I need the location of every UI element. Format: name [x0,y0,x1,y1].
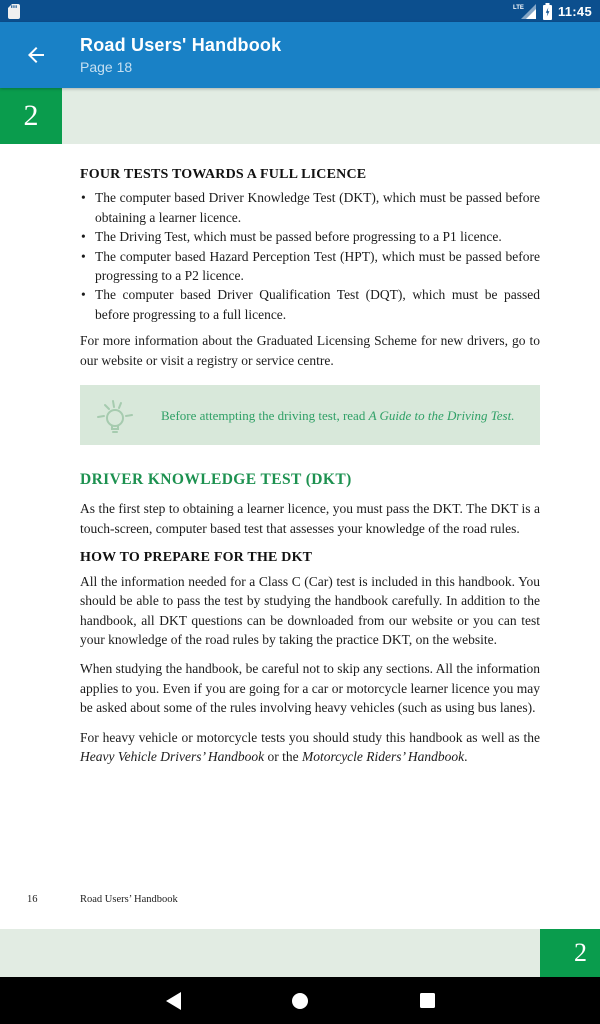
bullet-marker: • [81,190,86,206]
app-bar-titles [80,35,281,75]
list-item-text: The computer based Driver Qualification Test (DQT), which must be passed before progressing to a full licence. [95,287,540,322]
paragraph-prepare-1: All the information needed for a Class C (Car) test is included in this handbook. You should be able to pass the test by studying the handbook carefully. In addition to the handbook, all DKT questions can be downloaded from our website or you can test your knowledge of the road rules by taking the practice DKT, on the website. [80,573,540,647]
list-item-text: The Driving Test, which must be passed before progressing to a P1 licence. [95,229,502,245]
battery-charging-icon [542,3,553,20]
back-button[interactable] [12,31,60,79]
list-item [80,227,540,246]
nav-recents-button[interactable] [419,992,435,1010]
section-heading-dkt: DRIVER KNOWLEDGE TEST (DKT) [80,471,352,489]
page-title: Road Users' Handbook [80,35,282,55]
page-subtitle: Page 18 [80,59,133,75]
paragraph-dkt-intro: As the first step to obtaining a learner licence, you must pass the DKT. The DKT is a touch-screen, computer based test that assesses your knowledge of the road rules. [80,501,540,536]
list-item [80,247,540,286]
app-bar [0,22,600,88]
status-bar [0,0,600,22]
list-item [80,285,540,324]
document-content [0,144,600,776]
bullet-marker: • [81,229,86,245]
footer-page-number: 16 [27,894,38,905]
chapter-strip-top [0,88,600,144]
document-page[interactable] [0,88,600,977]
paragraph-more-information: For more information about the Graduated Licensing Scheme for new drivers, go to our website or visit a registry or service centre. [80,333,540,368]
recents-square-icon [420,993,435,1008]
lightbulb-icon [92,393,138,437]
chapter-strip-bottom [0,929,600,977]
status-indicators [513,3,592,20]
paragraph-prepare-2: When studying the handbook, be careful not to skip any sections. All the information applies to you. Even if you are going for a car or motorcycle learner licence you may be asked about some of the rules involving heavy vehicles (such as using bus lanes). [80,661,540,716]
home-circle-icon [292,993,308,1009]
page-footer [0,894,600,914]
section-heading-prepare: HOW TO PREPARE FOR THE DKT [80,550,313,566]
bullet-marker: • [81,248,86,264]
section-heading-four-tests: FOUR TESTS TOWARDS A FULL LICENCE [80,167,367,182]
paragraph-prepare-3: For heavy vehicle or motorcycle tests you should study this handbook as well as the Heavy Vehicle Drivers’ Handbook or the Motorcycle Riders’ Handbook. [80,729,540,764]
tip-text: Before attempting the driving test, read A Guide to the Driving Test. [161,407,515,423]
list-item [80,188,540,227]
clock: 11:45 [557,3,592,19]
bullet-marker: • [81,287,86,303]
four-tests-list [80,188,540,324]
arrow-back-icon [24,43,48,67]
list-item-text: The computer based Hazard Perception Test (HPT), which must be passed before progressing to a P2 licence. [95,248,540,284]
footer-book-title: Road Users’ Handbook [80,894,178,905]
lte-label: LTE [512,5,524,11]
android-nav-bar [0,977,600,1024]
chapter-number-tab-bottom: 2 [540,929,600,977]
back-triangle-icon [166,992,181,1010]
sd-card-icon [8,4,20,19]
chapter-number-tab-top: 2 [0,88,62,144]
nav-home-button[interactable] [292,992,308,1010]
lte-signal-icon [513,3,537,19]
list-item-text: The computer based Driver Knowledge Test (DKT), which must be passed before obtaining a learner licence. [95,190,540,225]
tip-box [80,385,540,445]
nav-back-button[interactable] [165,992,181,1010]
tip-text-italic: A Guide to the Driving Test. [368,407,515,423]
